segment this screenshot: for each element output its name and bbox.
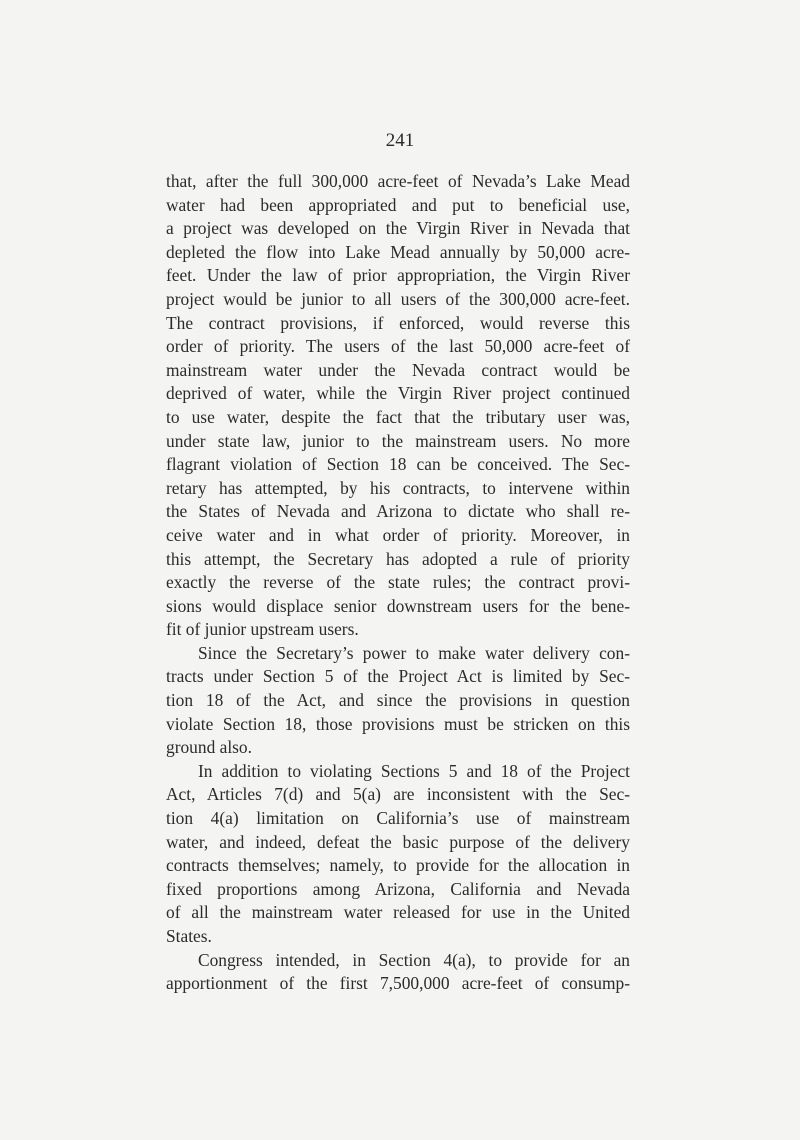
text-line: exactly the reverse of the state rules; the contract provi- <box>166 572 630 593</box>
text-line: that, after the full 300,000 acre-feet of Nevada’s Lake Mead <box>166 171 630 191</box>
text-line: Congress intended, in Section 4(a), to provide for an <box>198 949 630 970</box>
text-line: to use water, despite the fact that the tributary user was, <box>166 406 630 427</box>
text-line: feet. Under the law of prior appropriation, the Virgin River <box>166 265 630 286</box>
text-line: ceive water and in what order of priority. Moreover, in <box>166 524 630 545</box>
text-line: depleted the flow into Lake Mead annually by 50,000 acre- <box>166 241 630 262</box>
text-line: tracts under Section 5 of the Project Act is limited by Sec- <box>166 666 630 687</box>
text-line: Act, Articles 7(d) and 5(a) are inconsistent with the Sec- <box>166 784 630 805</box>
text-line: ground also. <box>166 737 252 758</box>
text-line: of all the mainstream water released for use in the United <box>166 902 630 923</box>
text-line: flagrant violation of Section 18 can be conceived. The Sec- <box>166 454 630 475</box>
text-line: The contract provisions, if enforced, would reverse this <box>166 312 630 333</box>
text-line: retary has attempted, by his contracts, to intervene within <box>166 477 630 498</box>
text-line: sions would displace senior downstream users for the bene- <box>166 595 630 616</box>
text-line: fit of junior upstream users. <box>166 619 359 640</box>
text-line: Since the Secretary’s power to make water delivery con- <box>198 642 630 663</box>
text-line: deprived of water, while the Virgin River project continued <box>166 383 630 404</box>
text-line: water had been appropriated and put to beneficial use, <box>166 194 630 215</box>
text-line: States. <box>166 926 212 946</box>
text-line: water, and indeed, defeat the basic purpose of the delivery <box>166 831 630 852</box>
text-line: order of priority. The users of the last 50,000 acre-feet of <box>166 336 630 357</box>
text-line: contracts themselves; namely, to provide for the allocation in <box>166 855 630 876</box>
text-line: fixed proportions among Arizona, California and Nevada <box>166 878 630 899</box>
text-line: tion 4(a) limitation on California’s use of mainstream <box>166 808 630 829</box>
text-line: this attempt, the Secretary has adopted a rule of priority <box>166 548 630 569</box>
text-line: In addition to violating Sections 5 and 18 of the Project <box>198 760 630 781</box>
text-line: the States of Nevada and Arizona to dictate who shall re- <box>166 501 630 522</box>
page-number: 241 <box>385 130 415 151</box>
body-text <box>166 170 630 996</box>
text-line: under state law, junior to the mainstream users. No more <box>166 430 630 451</box>
text-line: a project was developed on the Virgin River in Nevada that <box>166 218 630 239</box>
text-line: mainstream water under the Nevada contract would be <box>166 359 630 380</box>
text-line: tion 18 of the Act, and since the provisions in question <box>166 690 630 711</box>
text-line: project would be junior to all users of the 300,000 acre-feet. <box>166 288 630 309</box>
text-line: apportionment of the first 7,500,000 acre-feet of consump- <box>166 973 630 994</box>
text-line: violate Section 18, those provisions must be stricken on this <box>166 713 630 734</box>
